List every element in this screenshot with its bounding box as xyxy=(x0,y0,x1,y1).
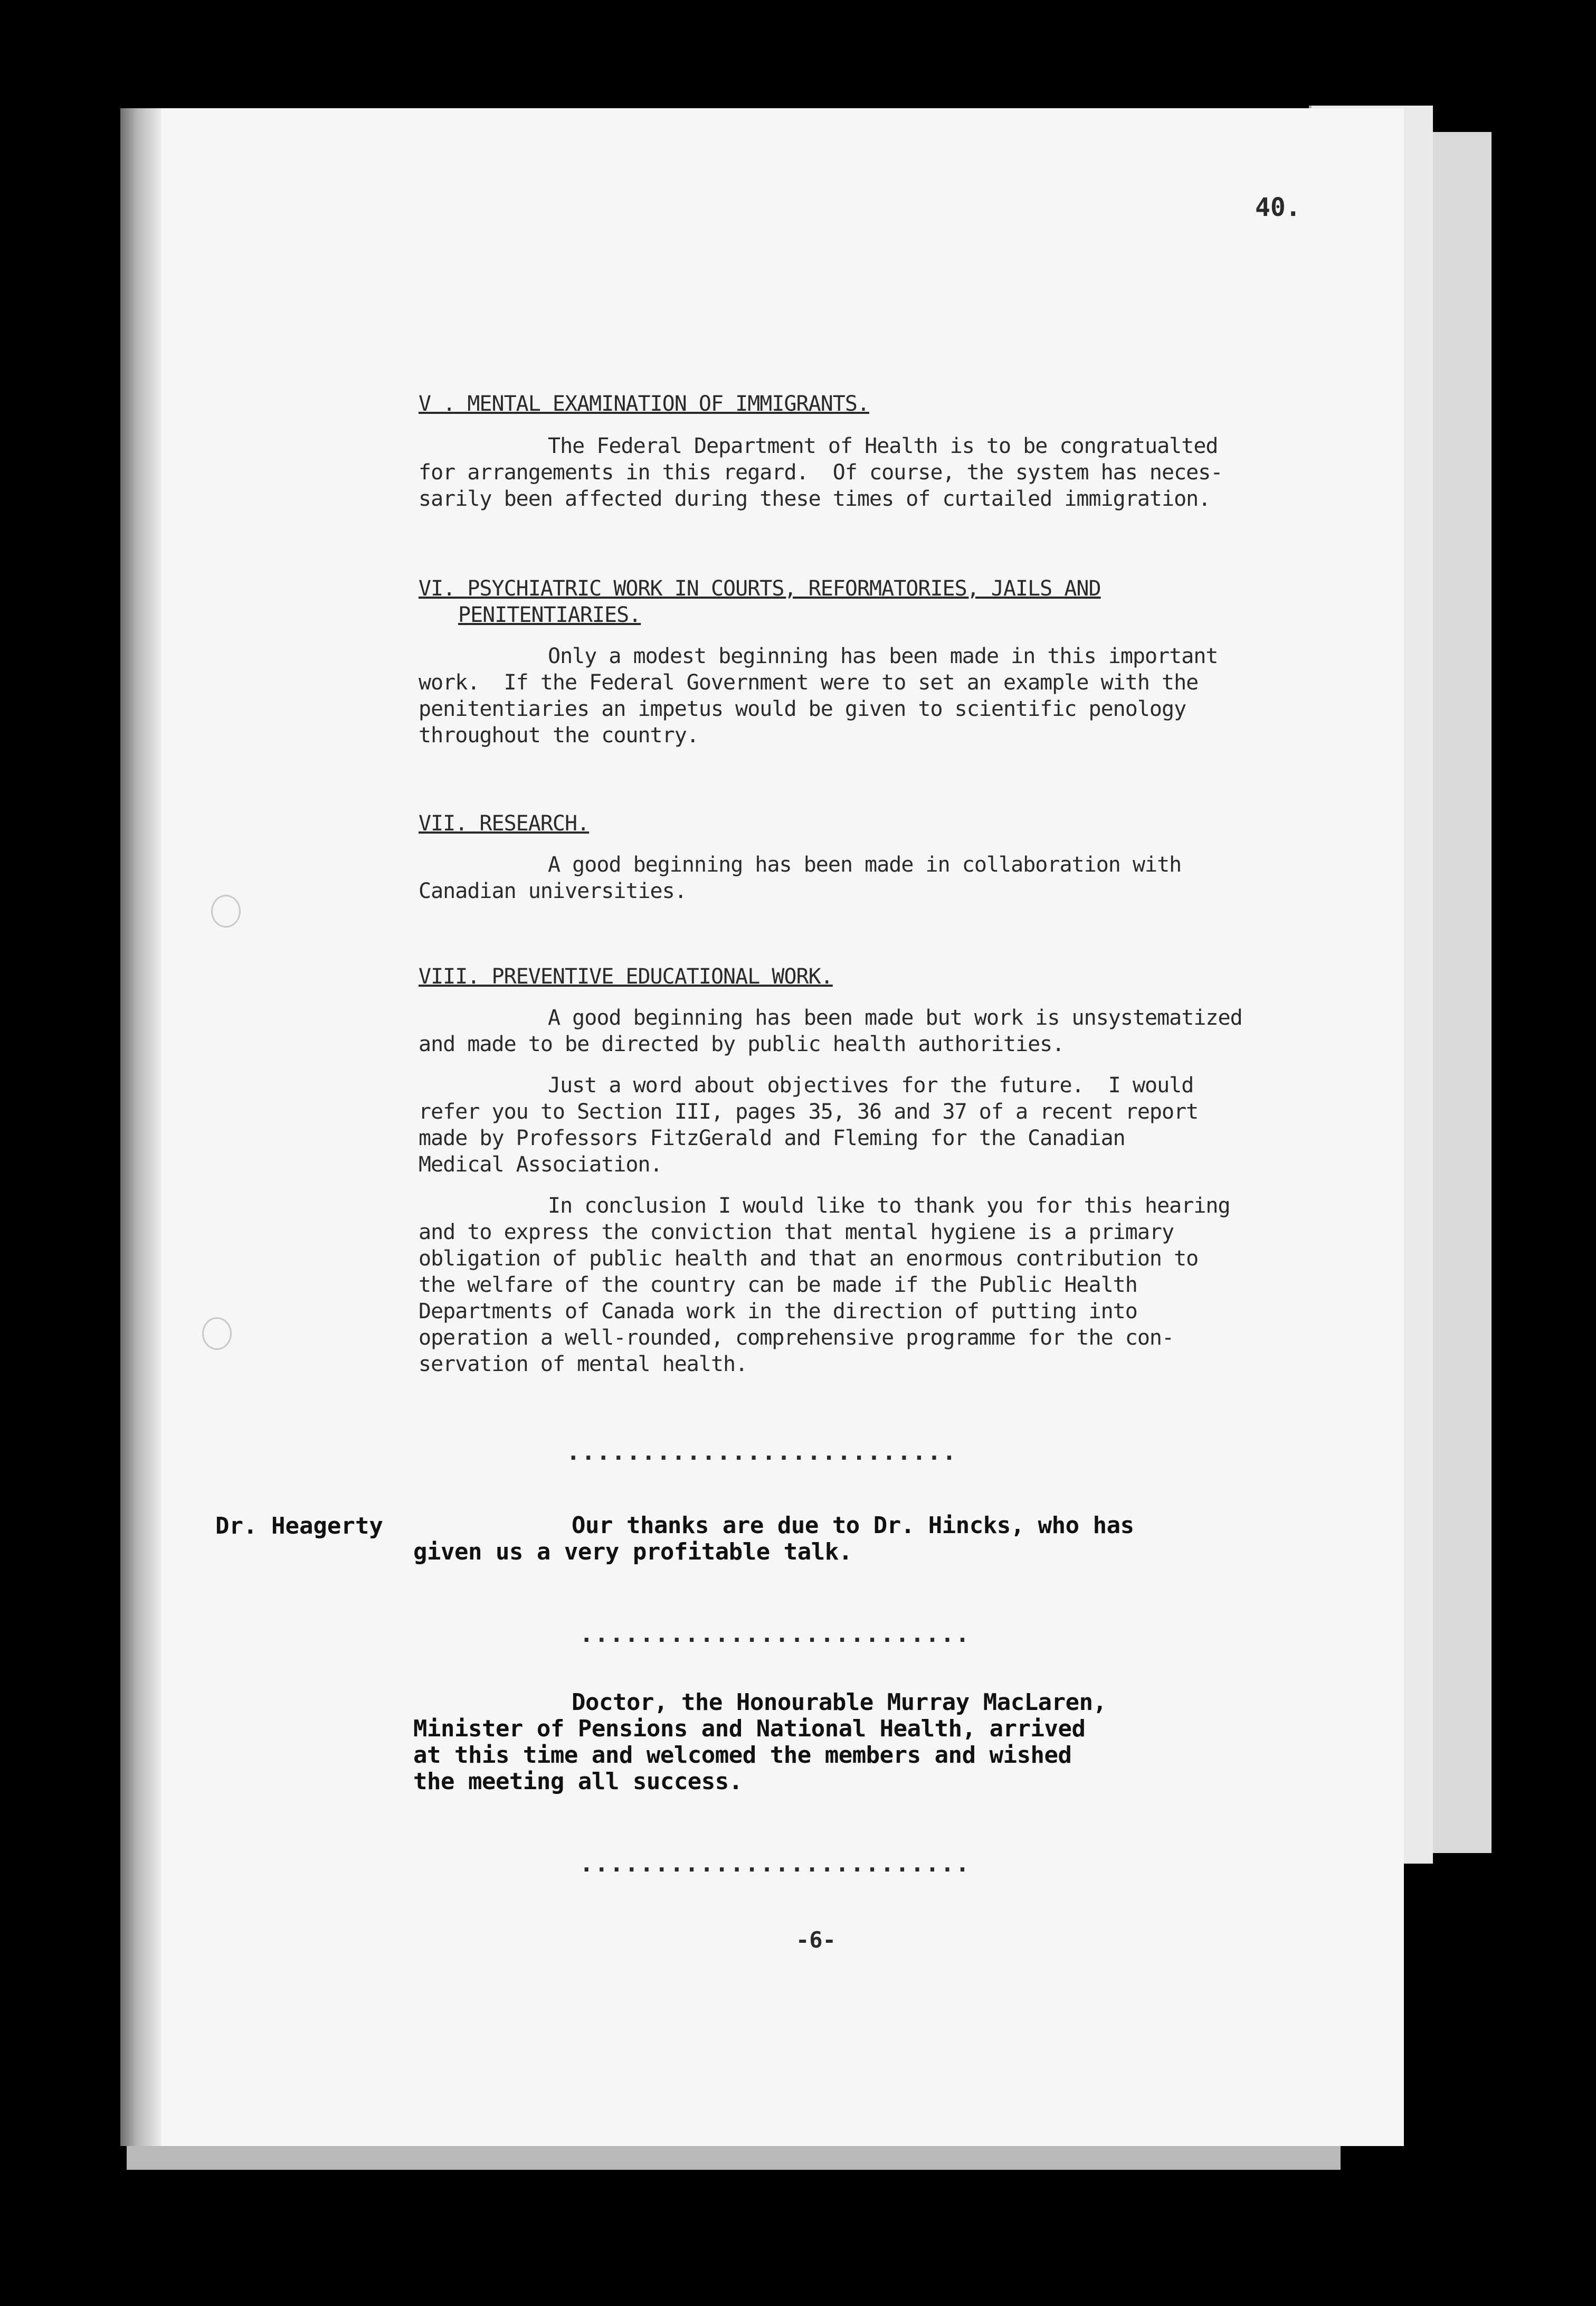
text-line: made by Professors FitzGerald and Fleming for the Canadian xyxy=(419,1126,1125,1150)
section-v xyxy=(419,391,1421,512)
text-line: servation of mental health. xyxy=(419,1352,748,1376)
section-heading: VIII. PREVENTIVE EDUCATIONAL WORK. xyxy=(419,965,833,989)
section-heading: VII. RESEARCH. xyxy=(419,811,590,836)
section-paragraph xyxy=(419,433,1421,512)
text-line: Departments of Canada work in the direction of putting into xyxy=(419,1299,1137,1324)
speaker-name: Dr. Heagerty xyxy=(215,1513,383,1539)
text-line: given us a very profitable talk. xyxy=(413,1538,852,1565)
text-line: Minister of Pensions and National Health, arrived xyxy=(413,1715,1086,1742)
text-line: for arrangements in this regard. Of course, the system has neces- xyxy=(419,460,1223,485)
minister-arrival-note xyxy=(413,1689,1107,1795)
text-line: work. If the Federal Government were to set an example with the xyxy=(419,670,1199,695)
text-line: refer you to Section III, pages 35, 36 and 37 of a recent report xyxy=(419,1100,1199,1124)
text-line: Only a modest beginning has been made in this important xyxy=(548,644,1218,668)
conclusion-paragraph xyxy=(419,1193,1421,1377)
page-binding xyxy=(120,108,162,2146)
text-line: operation a well-rounded, comprehensive programme for the con- xyxy=(419,1326,1174,1350)
page-footer-number: -6- xyxy=(796,1927,836,1953)
punch-hole-icon xyxy=(211,895,241,928)
separator-dots: .......................... xyxy=(566,1439,957,1466)
text-line: the meeting all success. xyxy=(413,1768,743,1795)
text-line: In conclusion I would like to thank you for this hearing xyxy=(548,1194,1230,1218)
section-heading-continued: PENITENTIARIES. xyxy=(458,603,641,627)
section-paragraph xyxy=(419,852,1421,904)
text-line: sarily been affected during these times of curtailed immigration. xyxy=(419,487,1211,511)
text-line: and to express the conviction that mental hygiene is a primary xyxy=(419,1220,1174,1244)
text-line: Canadian universities. xyxy=(419,879,687,903)
text-line: at this time and welcomed the members and wished xyxy=(413,1742,1072,1769)
section-heading: V . MENTAL EXAMINATION OF IMMIGRANTS. xyxy=(419,392,870,416)
section-paragraph xyxy=(419,1005,1421,1057)
objectives-paragraph xyxy=(419,1072,1421,1178)
text-line: obligation of public health and that an enormous contribution to xyxy=(419,1246,1199,1271)
separator-dots: .......................... xyxy=(580,1621,971,1648)
text-line: A good beginning has been made but work is unsystematized xyxy=(548,1006,1242,1030)
speaker-remarks xyxy=(413,1513,1134,1565)
separator-dots: .......................... xyxy=(580,1850,971,1877)
text-line: A good beginning has been made in collaboration with xyxy=(548,853,1182,877)
section-viii xyxy=(419,963,1421,1377)
section-vii xyxy=(419,810,1421,904)
text-line: Just a word about objectives for the future. I would xyxy=(548,1073,1194,1098)
punch-hole-icon xyxy=(202,1317,232,1350)
text-line: and made to be directed by public health authorities. xyxy=(419,1032,1065,1056)
text-line: Medical Association. xyxy=(419,1152,662,1177)
text-line: The Federal Department of Health is to be congratualted xyxy=(548,434,1218,458)
text-line: Our thanks are due to Dr. Hincks, who has xyxy=(572,1512,1134,1539)
text-line: throughout the country. xyxy=(419,723,699,748)
section-vi xyxy=(419,575,1421,749)
text-line: Doctor, the Honourable Murray MacLaren, xyxy=(572,1689,1107,1716)
section-heading: VI. PSYCHIATRIC WORK IN COURTS, REFORMATORIES, JAILS AND xyxy=(419,576,1101,601)
page-number: 40. xyxy=(1255,193,1301,222)
document-page xyxy=(120,108,1404,2146)
text-line: the welfare of the country can be made if the Public Health xyxy=(419,1273,1137,1297)
section-paragraph xyxy=(419,643,1421,749)
text-line: penitentiaries an impetus would be given to scientific penology xyxy=(419,697,1186,721)
